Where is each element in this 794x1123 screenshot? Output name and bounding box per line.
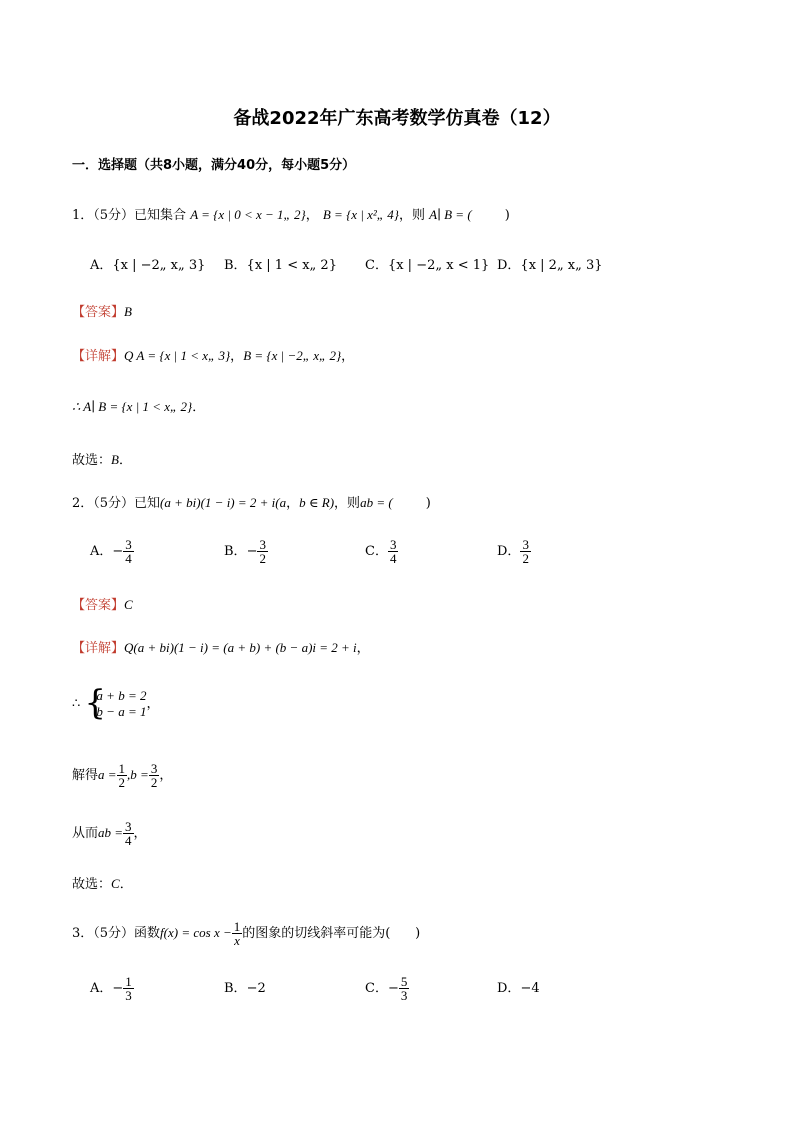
answer-1: 【答案】B bbox=[72, 304, 132, 320]
option-a: A．− $\frac{3}{4}$ bbox=[90, 537, 132, 566]
option-b: B．{x | 1 < x„ 2} bbox=[224, 258, 337, 273]
detail-1-result: ∴ A∣ B = {x | 1 < x„ 2}． bbox=[72, 399, 206, 415]
answer-2: 【答案】C bbox=[72, 597, 133, 613]
option-a: A．− $\frac{1}{3}$ bbox=[90, 974, 132, 1003]
question-3: 3．（5分）函数f(x) = cos x − $\frac{1}{x}$ 的图象的切线斜率可能为( ) bbox=[72, 919, 421, 948]
option-d: D．−4 bbox=[497, 981, 540, 996]
solve-line: 解得a = $\frac{1}{2}$ ,b = $\frac{3}{2}$ ， bbox=[72, 761, 173, 790]
question-2: 2．（5分）已知(a + bi)(1 − i) = 2 + i(a，b ∈ R)，则ab = ( ) bbox=[72, 495, 431, 511]
option-c: C．{x | −2„ x < 1} bbox=[365, 258, 490, 273]
option-b: B．− $\frac{3}{2}$ bbox=[224, 537, 266, 566]
thus-line: 从而ab = $\frac{3}{4}$ ， bbox=[72, 819, 147, 848]
detail-1: 【详解】Q A = {x | 1 < x„ 3}，B = {x | −2„ x„ 2}， bbox=[72, 348, 355, 364]
option-d: D． $\frac{3}{2}$ bbox=[497, 537, 529, 566]
choose-1: 故选：B． bbox=[72, 452, 132, 468]
option-c: C． $\frac{3}{4}$ bbox=[365, 537, 397, 566]
page-title: 备战2022年广东高考数学仿真卷（12） bbox=[233, 108, 561, 129]
choose-2: 故选：C． bbox=[72, 876, 133, 892]
question-1: 1．（5分）已知集合 A = {x | 0 < x − 1„ 2}， B = {x | x²„ 4}，则 A∣ B = ( ) bbox=[72, 207, 510, 223]
option-c: C．− $\frac{5}{3}$ bbox=[365, 974, 408, 1003]
option-d: D．{x | 2„ x„ 3} bbox=[497, 258, 603, 273]
section-heading: 一．选择题（共8小题，满分40分，每小题5分） bbox=[72, 158, 356, 173]
option-a: A．{x | −2„ x„ 3} bbox=[90, 258, 206, 273]
detail-2: 【详解】Q(a + bi)(1 − i) = (a + b) + (b − a)i = 2 + i， bbox=[72, 640, 370, 656]
equation-system: ∴ { a + b = 2 b − a = 1 ， bbox=[72, 683, 160, 723]
option-b: B．−2 bbox=[224, 981, 266, 996]
